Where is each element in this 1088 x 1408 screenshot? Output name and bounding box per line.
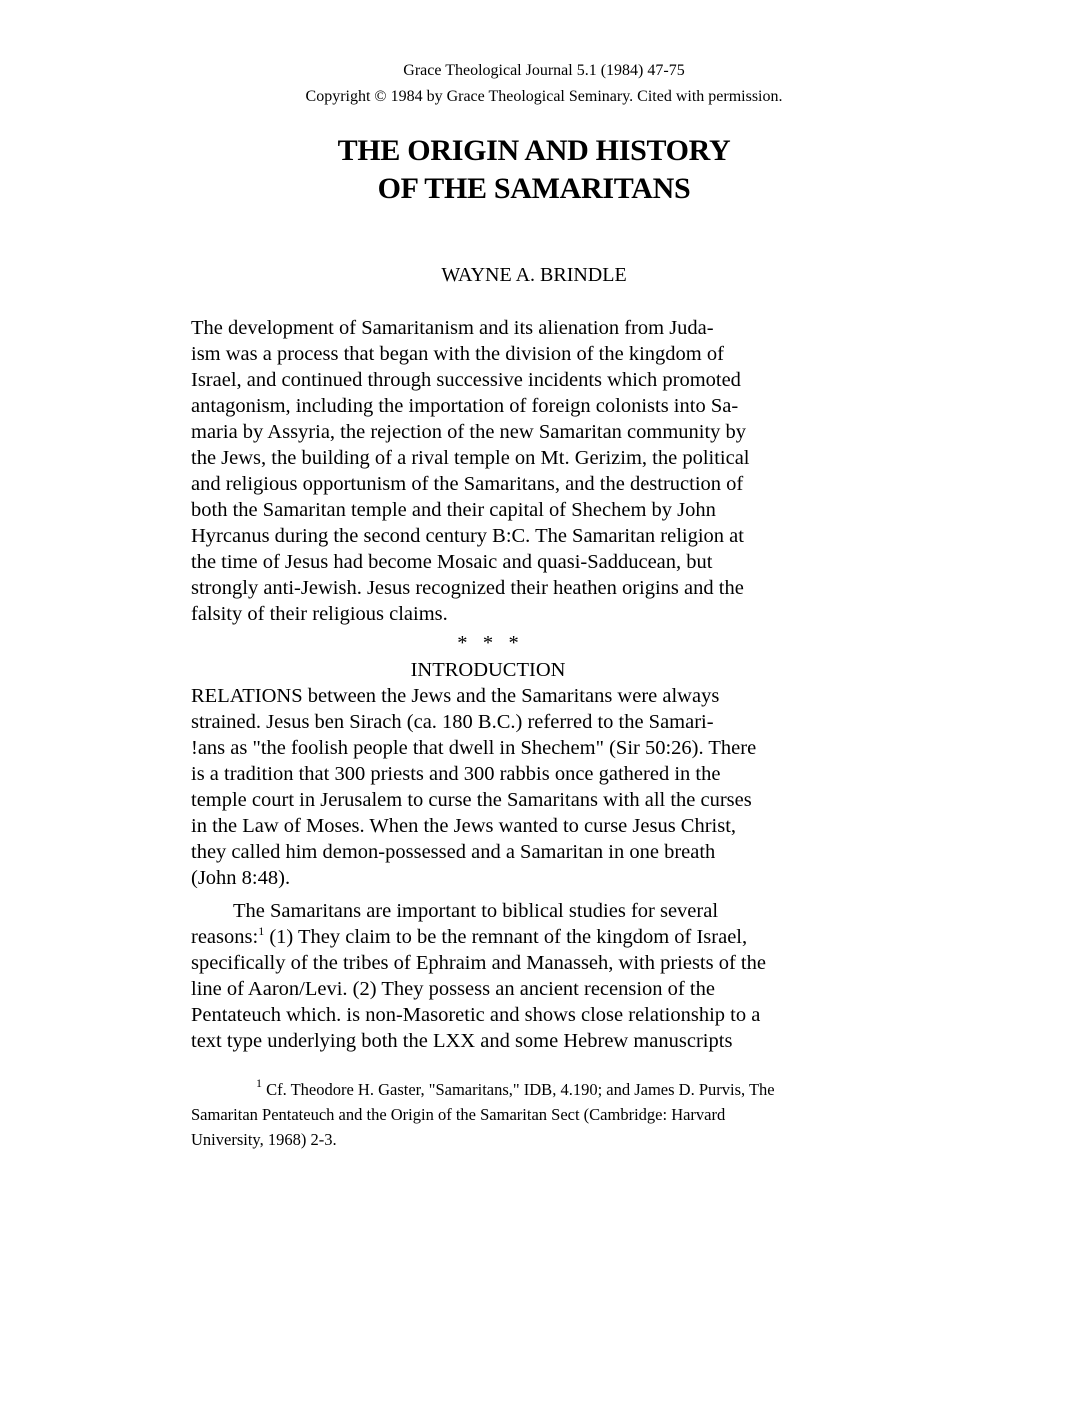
body-line: text type underlying both the LXX and some Hebrew manuscripts <box>191 1030 733 1052</box>
abstract-line: the Jews, the building of a rival temple on Mt. Gerizim, the political <box>191 447 750 469</box>
article-title-line-2: OF THE SAMARITANS <box>377 172 691 205</box>
abstract-line: the time of Jesus had become Mosaic and quasi-Sadducean, but <box>191 551 713 573</box>
abstract-line: ism was a process that began with the division of the kingdom of <box>191 343 724 365</box>
footnote-line: University, 1968) 2-3. <box>191 1130 337 1149</box>
body-line: is a tradition that 300 priests and 300 rabbis once gathered in the <box>191 763 721 785</box>
journal-citation: Grace Theological Journal 5.1 (1984) 47-75 <box>403 62 685 79</box>
body-line: line of Aaron/Levi. (2) They possess an ancient recension of the <box>191 978 715 1000</box>
body-line: The Samaritans are important to biblical studies for several <box>233 900 719 922</box>
body-line: !ans as "the foolish people that dwell in Shechem" (Sir 50:26). There <box>191 737 757 759</box>
body-line: temple court in Jerusalem to curse the Samaritans with all the curses <box>191 789 752 811</box>
footnote-reference: 1 <box>258 924 265 938</box>
article-title-line-1: THE ORIGIN AND HISTORY <box>337 134 731 167</box>
abstract-line: The development of Samaritanism and its alienation from Juda- <box>191 317 714 339</box>
footnote-line: Samaritan Pentateuch and the Origin of the Samaritan Sect (Cambridge: Harvard <box>191 1105 726 1124</box>
body-line <box>191 924 747 950</box>
abstract-line: maria by Assyria, the rejection of the new Samaritan community by <box>191 421 747 443</box>
body-line: in the Law of Moses. When the Jews wanted to curse Jesus Christ, <box>191 815 737 837</box>
abstract-line: Hyrcanus during the second century B:C. The Samaritan religion at <box>191 525 744 547</box>
abstract-line: falsity of their religious claims. <box>191 603 448 625</box>
body-line: strained. Jesus ben Sirach (ca. 180 B.C.) referred to the Samari- <box>191 711 714 733</box>
body-line: they called him demon-possessed and a Samaritan in one breath <box>191 841 716 863</box>
abstract-line: Israel, and continued through successive incidents which promoted <box>191 369 741 391</box>
abstract-line: both the Samaritan temple and their capital of Shechem by John <box>191 499 716 521</box>
section-separator: * * * <box>457 632 519 654</box>
body-text: (1) They claim to be the remnant of the kingdom of Israel, <box>264 926 748 948</box>
body-line: (John 8:48). <box>191 867 291 889</box>
copyright-notice: Copyright © 1984 by Grace Theological Seminary. Cited with permission. <box>305 88 783 105</box>
footnote-line <box>256 1076 775 1100</box>
section-heading-introduction: INTRODUCTION <box>410 659 566 681</box>
author-name: WAYNE A. BRINDLE <box>441 264 627 286</box>
abstract-line: antagonism, including the importation of foreign colonists into Sa- <box>191 395 739 417</box>
body-line: RELATIONS between the Jews and the Samaritans were always <box>191 685 720 707</box>
abstract-line: strongly anti-Jewish. Jesus recognized their heathen origins and the <box>191 577 744 599</box>
body-text: reasons: <box>191 926 259 948</box>
body-line: specifically of the tribes of Ephraim and Manasseh, with priests of the <box>191 952 766 974</box>
footnote-marker: 1 <box>256 1076 262 1090</box>
footnote-text: Cf. Theodore H. Gaster, "Samaritans," IDB, 4.190; and James D. Purvis, The <box>262 1080 775 1099</box>
abstract-line: and religious opportunism of the Samaritans, and the destruction of <box>191 473 744 495</box>
body-line: Pentateuch which. is non-Masoretic and shows close relationship to a <box>191 1004 761 1026</box>
